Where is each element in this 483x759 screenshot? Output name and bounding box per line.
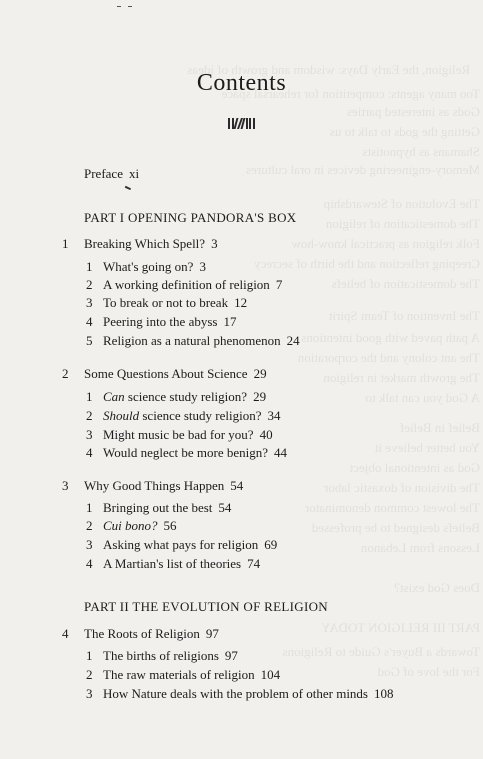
section-entry[interactable] — [103, 445, 287, 461]
section-number: 2 — [86, 518, 93, 533]
section-number: 2 — [86, 277, 93, 292]
section-title-emphasis: Should — [103, 408, 140, 423]
section-entry[interactable] — [103, 556, 260, 572]
section-entry[interactable] — [103, 648, 238, 664]
stray-mark — [125, 186, 131, 190]
section-title: What's going on? — [103, 259, 194, 274]
print-mark — [128, 6, 132, 7]
chapter-number: 4 — [62, 626, 69, 641]
section-number: 3 — [86, 427, 93, 442]
section-number: 1 — [86, 500, 93, 515]
chapter-title: Breaking Which Spell? — [84, 236, 206, 251]
section-title: To break or not to break — [103, 295, 229, 310]
section-number: 1 — [86, 259, 93, 274]
chapter-title: The Roots of Religion — [84, 626, 200, 641]
section-number: 3 — [86, 537, 93, 552]
section-entry[interactable] — [103, 314, 236, 330]
section-title: Religion as a natural phenomenon — [103, 333, 281, 348]
page-title: Contents — [196, 70, 287, 96]
section-number: 3 — [86, 295, 93, 310]
section-entry[interactable] — [103, 427, 273, 443]
preface-label: Preface — [84, 166, 123, 181]
section-page: 17 — [223, 314, 237, 329]
section-title: Asking what pays for religion — [103, 537, 259, 552]
show-through-text: Religion, the Early Days: wisdom and growth of ideas Too many agents: competition for rehearsal space Gods as interested parties Getting the gods to talk to us Shamans as hypnotists Memory-engineering devices in oral cultures The Evolution of Stewardship The domestication of religion Folk religion as practical know-how Creeping reflection and the birth of secrecy The domestication of beliefs The Invention of Team Spirit A path paved with good intentions The ant colony and the corporation The growth market in religion A God you can talk to Belief in Belief You better believe it God as intentional object The division of doxastic labor The lowest common denominator Beliefs designed to be professed Lessons from Lebanon Does God exist? PART III RELIGION TODAY Towards a Buyer's Guide to Religions For the love of God — [187, 62, 480, 679]
section-page: 97 — [224, 648, 238, 663]
chapter-page: 97 — [205, 626, 219, 641]
section-entry[interactable] — [103, 537, 277, 553]
section-page: 108 — [374, 686, 394, 701]
section-entry[interactable] — [103, 667, 280, 683]
section-entry[interactable] — [103, 333, 300, 349]
part-heading: PART II THE EVOLUTION OF RELIGION — [84, 599, 328, 614]
section-title-emphasis: Can — [103, 389, 125, 404]
chapter-number: 3 — [62, 478, 69, 493]
section-entry[interactable] — [103, 259, 206, 275]
chapter-title: Why Good Things Happen — [84, 478, 225, 493]
section-title-emphasis: Cui bono? — [103, 518, 158, 533]
section-page: 54 — [218, 500, 232, 515]
section-number: 2 — [86, 667, 93, 682]
chapter-title: Some Questions About Science — [84, 366, 248, 381]
chapter-entry[interactable] — [84, 626, 219, 642]
section-page: 7 — [275, 277, 283, 292]
chapter-page: 29 — [253, 366, 267, 381]
section-number: 4 — [86, 314, 93, 329]
section-number: 3 — [86, 686, 93, 701]
section-title: A working definition of religion — [103, 277, 270, 292]
section-title: Peering into the abyss — [103, 314, 218, 329]
section-number: 4 — [86, 556, 93, 571]
chapter-page: 3 — [211, 236, 218, 251]
chapter-number: 2 — [62, 366, 69, 381]
print-mark — [117, 6, 121, 7]
section-title: The raw materials of religion — [103, 667, 255, 682]
preface-entry[interactable] — [84, 166, 139, 182]
section-title: science study religion? — [139, 408, 262, 423]
section-entry[interactable] — [103, 408, 281, 424]
chapter-entry[interactable] — [84, 478, 243, 494]
chapter-page: 54 — [230, 478, 244, 493]
section-number: 5 — [86, 333, 93, 348]
section-page: 29 — [253, 389, 267, 404]
section-page: 24 — [286, 333, 300, 348]
section-entry[interactable] — [103, 389, 266, 405]
section-entry[interactable] — [103, 295, 247, 311]
section-number: 1 — [86, 648, 93, 663]
section-page: 34 — [267, 408, 281, 423]
section-page: 3 — [199, 259, 206, 274]
section-entry[interactable] — [103, 686, 394, 702]
preface-page: xi — [128, 166, 140, 181]
section-number: 2 — [86, 408, 93, 423]
chapter-entry[interactable] — [84, 366, 267, 382]
section-number: 1 — [86, 389, 93, 404]
section-page: 69 — [264, 537, 278, 552]
section-page: 40 — [259, 427, 273, 442]
section-title: A Martian's list of theories — [103, 556, 242, 571]
chapter-entry[interactable] — [84, 236, 218, 252]
part-heading: PART I OPENING PANDORA'S BOX — [84, 210, 297, 225]
section-page: 56 — [163, 518, 177, 533]
section-title: science study religion? — [124, 389, 248, 404]
section-title: Would neglect be more benign? — [103, 445, 269, 460]
section-title: The births of religions — [103, 648, 219, 663]
section-title: Bringing out the best — [103, 500, 213, 515]
section-page: 44 — [274, 445, 288, 460]
section-entry[interactable] — [103, 500, 231, 516]
ornament-icon — [228, 118, 264, 130]
section-entry[interactable] — [103, 277, 282, 293]
section-page: 74 — [247, 556, 261, 571]
chapter-number: 1 — [62, 236, 69, 251]
section-entry[interactable] — [103, 518, 177, 534]
section-page: 104 — [260, 667, 281, 682]
section-page: 12 — [234, 295, 248, 310]
section-title: How Nature deals with the problem of other minds — [103, 686, 368, 701]
section-title: Might music be bad for you? — [103, 427, 254, 442]
section-number: 4 — [86, 445, 93, 460]
